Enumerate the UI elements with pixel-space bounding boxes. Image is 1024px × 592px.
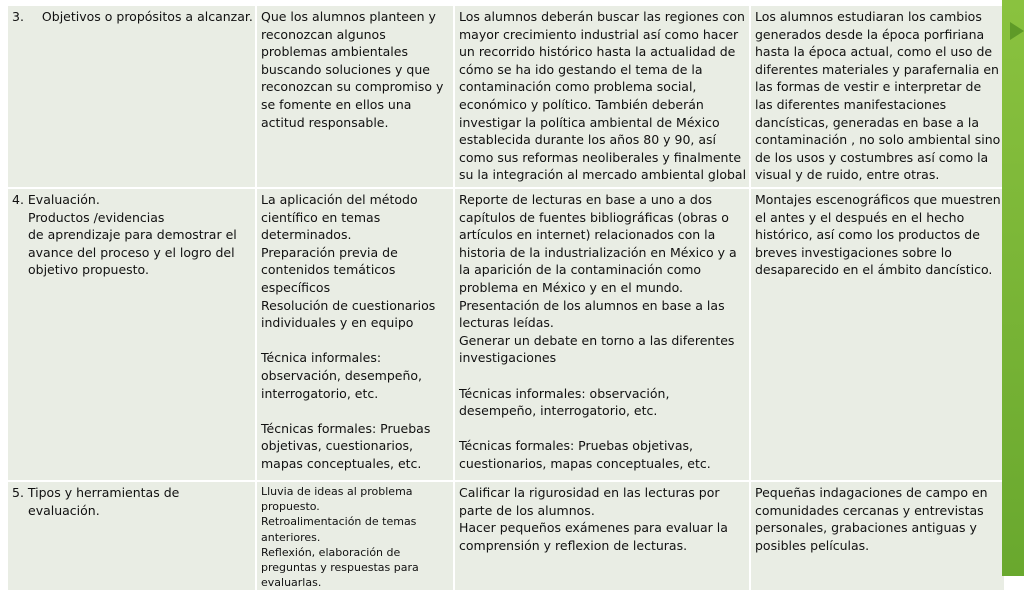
row-subtitle: evaluación.: [28, 502, 100, 518]
row-header-objetivos: [7, 5, 256, 188]
cell-evaluacion-general: La aplicación del método científico en temas determinados. Preparación previa de contenidos temáticos específicos Resolución de cuestionarios individuales y en equipo Técnica informales: observación, desempeño, interrogatorio, etc. Técnicas formales: Pruebas objetivas, cuestionarios, mapas conceptuales, etc.: [256, 188, 454, 481]
table-row: [7, 188, 1005, 481]
cell-objetivo-danza: Los alumnos estudiaran los cambios generados desde la época porfiriana hasta la época actual, como el uso de diferentes materiales y parafernalia en las formas de vestir e interpretar de las diferentes manifestaciones dancísticas, generadas en base a la contaminación , no solo ambiental sino de los usos y costumbres así como la visual y de ruido, entre otras.: [750, 5, 1005, 188]
row-header-herramientas: [7, 481, 256, 591]
row-title: 5. Tipos y herramientas de: [12, 485, 180, 500]
row-number: 3.: [12, 9, 24, 24]
cell-objetivo-general: Que los alumnos planteen y reconozcan algunos problemas ambientales buscando soluciones y que reconozcan su compromiso y se fomente en ellos una actitud responsable.: [256, 5, 454, 188]
table-row: [7, 481, 1005, 591]
row-subtitle: Productos /evidencias: [28, 209, 165, 225]
cell-herramientas-historia: Calificar la rigurosidad en las lecturas por parte de los alumnos. Hacer pequeños exámenes para evaluar la comprensión y reflexion de lecturas.: [454, 481, 750, 591]
cell-evaluacion-historia: Reporte de lecturas en base a uno a dos capítulos de fuentes bibliográficas (obras o artículos en internet) relacionados con la historia de la industrialización en México y a la aparición de la contaminación como problema en México y en el mundo. Presentación de los alumnos en base a las lecturas leídas. Generar un debate en torno a las diferentes investigaciones Técnicas informales: observación, desempeño, interrogatorio, etc. Técnicas formales: Pruebas objetivas, cuestionarios, mapas conceptuales, etc.: [454, 188, 750, 481]
cell-objetivo-historia: Los alumnos deberán buscar las regiones con mayor crecimiento industrial así como hacer un recorrido histórico hasta la actualidad de cómo se ha ido gestando el tema de la contaminación como problema social, económico y político. También deberán investigar la política ambiental de México establecida durante los años 80 y 90, así como sus reformas neoliberales y finalmente su la integración al mercado ambiental global: [454, 5, 750, 188]
cell-evaluacion-danza: Montajes escenográficos que muestren el antes y el después en el hecho histórico, así como los productos de breves investigaciones sobre lo desaparecido en el ámbito dancístico.: [750, 188, 1005, 481]
cell-herramientas-general: Lluvia de ideas al problema propuesto. Retroalimentación de temas anteriores. Reflexión, elaboración de preguntas y respuestas para evaluarlas.: [256, 481, 454, 591]
table-row: [7, 5, 1005, 188]
row-title: Objetivos o propósitos a alcanzar.: [41, 9, 253, 24]
planning-table: [6, 4, 1006, 592]
row-header-evaluacion: [7, 188, 256, 481]
cell-herramientas-danza: Pequeñas indagaciones de campo en comunidades cercanas y entrevistas personales, grabaciones antiguas y posibles películas.: [750, 481, 1005, 591]
row-description: de aprendizaje para demostrar el avance del proceso y el logro del objetivo propuesto.: [28, 227, 237, 278]
row-title: 4. Evaluación.: [12, 192, 100, 207]
slide-accent-arrow: [1010, 22, 1024, 40]
slide-accent-bar: [1002, 0, 1024, 576]
